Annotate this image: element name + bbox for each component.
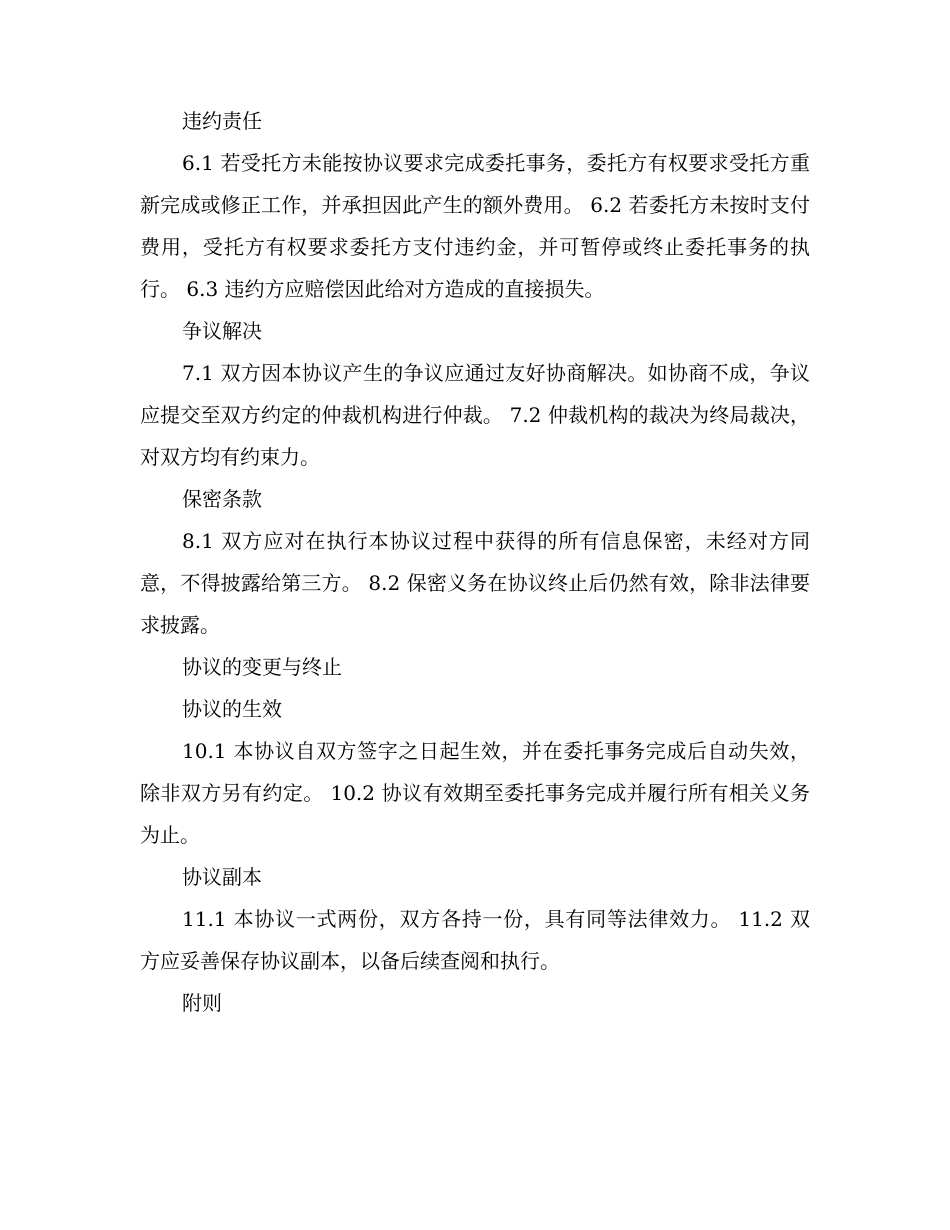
- section-paragraph: 8.1 双方应对在执行本协议过程中获得的所有信息保密，未经对方同意，不得披露给第三方。 8.2 保密义务在协议终止后仍然有效，除非法律要求披露。: [140, 529, 810, 637]
- section-heading: 争议解决: [182, 319, 262, 343]
- document-body: [140, 100, 810, 1024]
- section-paragraph: 7.1 双方因本协议产生的争议应通过友好协商解决。如协商不成，争议应提交至双方约定的仲裁机构进行仲裁。 7.2 仲裁机构的裁决为终局裁决，对双方均有约束力。: [140, 361, 810, 469]
- section-heading: 协议的生效: [182, 697, 282, 721]
- section-heading: 协议的变更与终止: [182, 655, 342, 679]
- section-paragraph: 11.1 本协议一式两份，双方各持一份，具有同等法律效力。 11.2 双方应妥善保存协议副本，以备后续查阅和执行。: [140, 907, 810, 973]
- section-paragraph: 6.1 若受托方未能按协议要求完成委托事务，委托方有权要求受托方重新完成或修正工作，并承担因此产生的额外费用。 6.2 若委托方未按时支付费用，受托方有权要求委托方支付违约金，并可暂停或终止委托事务的执行。 6.3 违约方应赔偿因此给对方造成的直接损失。: [140, 151, 810, 301]
- section-paragraph: 10.1 本协议自双方签字之日起生效，并在委托事务完成后自动失效，除非双方另有约定。 10.2 协议有效期至委托事务完成并履行所有相关义务为止。: [140, 739, 810, 847]
- section-heading: 违约责任: [182, 109, 262, 133]
- section-heading: 协议副本: [182, 865, 262, 889]
- section-heading: 附则: [182, 991, 222, 1015]
- section-heading: 保密条款: [182, 487, 262, 511]
